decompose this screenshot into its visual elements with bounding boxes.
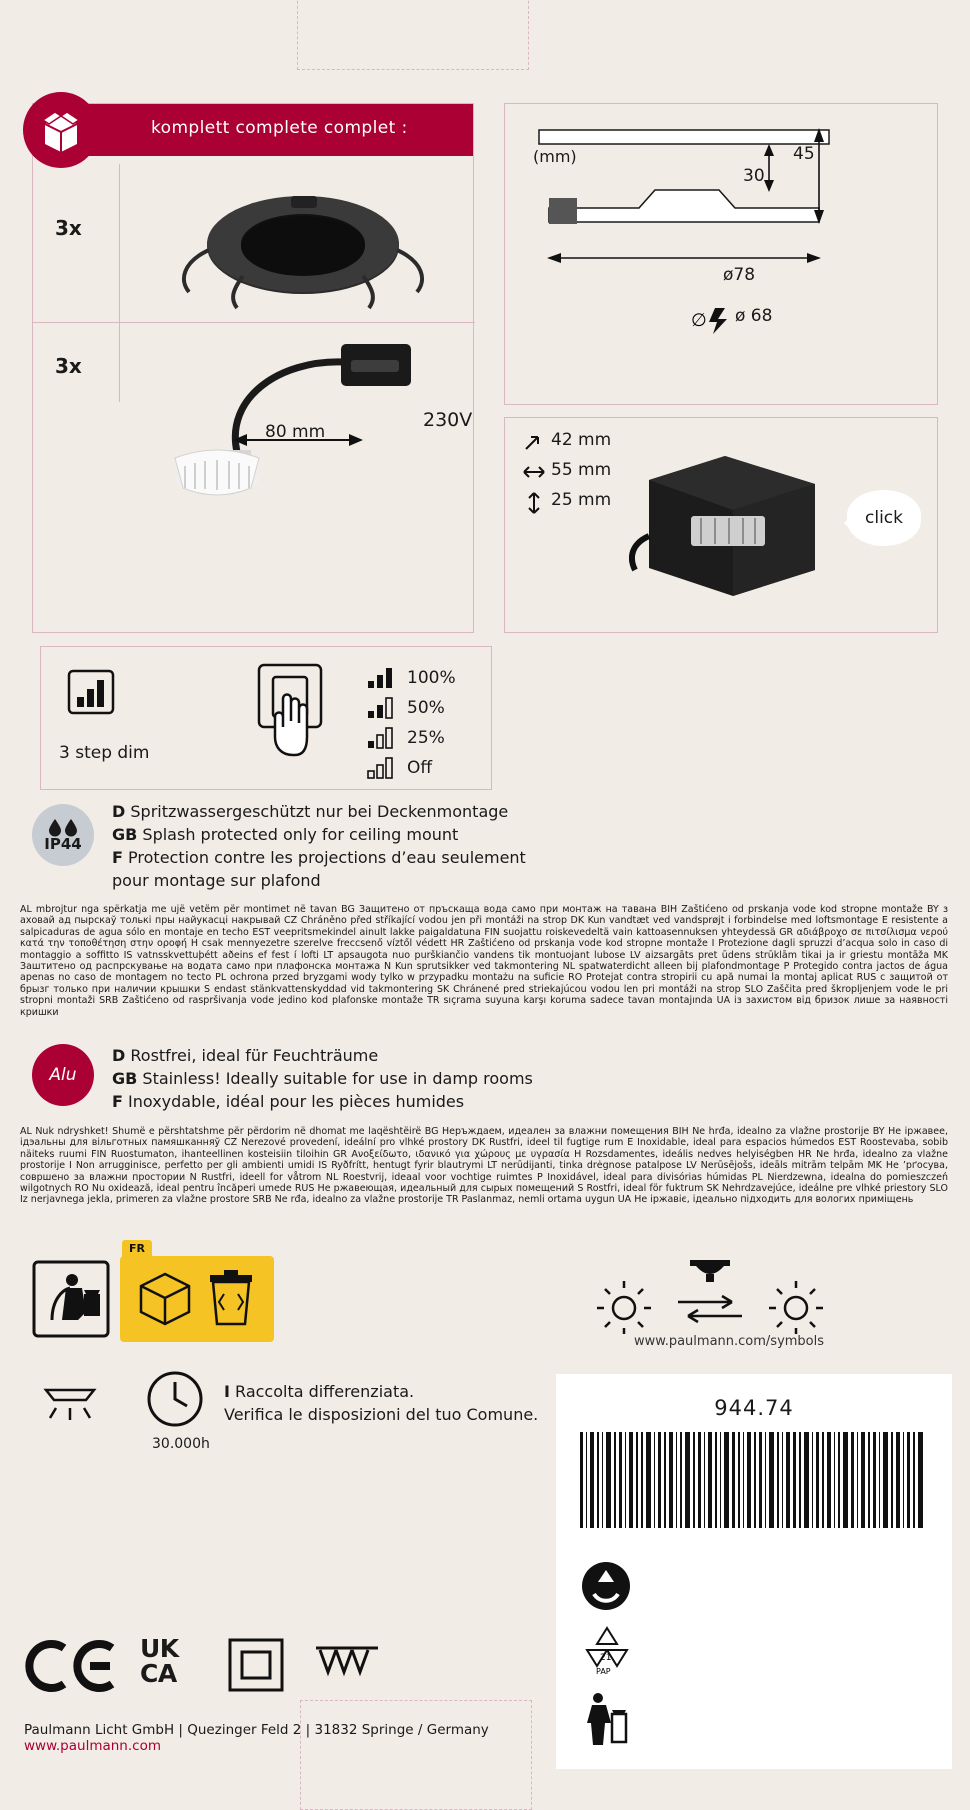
alu-badge: Alu bbox=[32, 1044, 94, 1106]
recessed-ring-illustration bbox=[173, 184, 433, 314]
ip44-badge bbox=[32, 804, 94, 866]
ip44-line-de bbox=[112, 800, 526, 823]
click-callout: click bbox=[847, 490, 921, 546]
package-badge bbox=[23, 92, 99, 168]
divider-vertical bbox=[119, 164, 120, 402]
dimensions-panel bbox=[504, 103, 938, 405]
ip44-line-fr bbox=[112, 846, 526, 869]
bars-0-icon bbox=[367, 757, 397, 779]
open-box-icon bbox=[37, 106, 85, 154]
dim-steps-list bbox=[367, 663, 456, 783]
alu-line-de bbox=[112, 1044, 533, 1067]
width-arrow-icon bbox=[523, 462, 545, 482]
ip44-line-gb bbox=[112, 823, 526, 846]
double-insulation-icon bbox=[228, 1638, 284, 1692]
mobius-loop-icon bbox=[580, 1560, 632, 1612]
top-dashed-frame bbox=[297, 0, 529, 70]
footer bbox=[24, 1722, 489, 1754]
svg-text:21: 21 bbox=[600, 1653, 612, 1663]
alu-multilingual-fineprint: AL Nuk ndryshket! Shumë e përshtatshme për përdorim në dhomat me laqështëirë BG Неръждаем, идеален за влажни помещения BIH Ne hrđa, idealno za vlažne prostorije BY Не іржавее, ідэальны для вільготных памяшканняў CZ Nerezové provedení, ideální pro vlhké prostory DK Rustfri, ideel til fugtige rum E Inoxidable, ideal para espacios húmedos EST Roostevaba, sobib näiteks ruumi FIN Ruostumaton, ihanteellinen kosteisiin tiloihin GR Ανοξείδωτο, ιδανικό για χώρους με υγρασία H Rozsdamentes, ideális nedves helyiségben HR Ne hrđa, idealno za vlažne prostorije I Non arrugginisce, perfetto per gli ambienti umidi IS Ryðfrítt, hentugt fyrir blautrymi LT nerūdijanti, tinka drėgnose patalpose LV Nerūsējošs, ideāls mitrām telpām MK Не ’рґосува, совршено за влажни простории N Rustfri, ideell for våtrom NL Roestvrij, ideaal voor vochtige ruimtes P Inoxidável, ideal para divisórias húmidas PL Nierdzewna, idealna do pomieszczeń wilgotnych RO Nu oxidează, ideal pentru încăperi umede RUS Не ржавеющая, идеальный для сырых помещений S Rostfri, ideal för fuktrum SK Nehrdzavejúce, ideálne pre vlhké priestory SLO Iz nerjavnega jekla, primeren za vlažne prostore SRB Ne rđa, idealno za vlažne prostorije TR Paslanmaz, nemli ortama uygun UA Не іржавіє, ідеально підходить для вологих приміщень bbox=[20, 1126, 948, 1206]
dim-step-label: 50% bbox=[407, 698, 445, 718]
cutout-diameter-label: ø 68 bbox=[735, 306, 773, 326]
waste-bin-recycle-icon bbox=[204, 1268, 258, 1330]
ce-mark-icon bbox=[24, 1638, 120, 1694]
lang-code-f: F bbox=[112, 1092, 123, 1111]
ip44-text-block bbox=[112, 800, 526, 892]
lang-code-d: D bbox=[112, 802, 126, 821]
water-drop-icon bbox=[46, 817, 80, 837]
recycling-note bbox=[224, 1380, 538, 1426]
lifetime-recycling-row bbox=[22, 1366, 562, 1496]
non-dimmable-icon bbox=[314, 1644, 380, 1680]
dimming-panel bbox=[40, 646, 492, 790]
lifetime-block bbox=[146, 1370, 210, 1452]
ip44-multilingual-fineprint: AL mbrojtur nga spërkatja me ujë vetëm për montimet në tavan BG Защитено от пръскаща вода само при монтаж на тавана BIH Zaštićeno od prskanja vode kod stropne montaže BY з аховай ад пырскаў толькі пры найукасці накрывай CZ Chráněno před stříkající vodou jen při montáži na strop DK Kun vandtæt ved vandsprøjt i forbindelse med loftsmontage E resistente a salpicaduras de agua sólo en montaje en techo EST veepritsmekindel ainult lakke paigaldatuna FIN suojattu roiskevedeltä vain kattoasennuksen yhteydessä GR αδιάβροχο σε πιτσίλισμα νερού κατά την τοποθέτηση στην οροφή H csak mennyezetre szerelve freccsenő víztől védett HR Zaštićeno od prskanja vode kod stropne montaže I Protezione dagli spruzzi d’acqua solo in caso di montaggio a soffitto IS vatnsskvettuþétt aðeins ef fest í lofti LT apsaugota nuo purškiančio vandens tik montuojant lubose LV aizsargāts pret ūdens strūklām tikai ja ir griestu montāža MK Заштитено од распрскување на водата само при плафонска монтажа N Kun sprutsikker ved takmontering NL spatwaterdicht alleen bij plafondmontage P Protegido contra jactos de água apenas no caso de montagem no tecto PL ochrona przed bryzgami wody tylko w przypadku montażu na suficie RO Protejat contra stropirii cu apă numai la montaj aplicat RUS с защитой от брызг только при наличии крышки S endast stänkvattenskyddad vid takmontering SK Chránené pred striekajúcou vodou len pri montáži na strop SLO Zaščita pred škropljenjem vode le pri stropni montaži SRB Zaštićeno od raspršivanja vode jedino kod plafonske montaže TR sıçrama suyuna karşı koruma sadece tavan montajında UA із захистом від бризок лише за наявності кришки bbox=[20, 904, 948, 1018]
alu-text-de: Rostfrei, ideal für Feuchträume bbox=[130, 1046, 379, 1065]
clip-depth-label: 42 mm bbox=[551, 430, 612, 450]
dim-step-row bbox=[367, 663, 456, 693]
company-address: Paulmann Licht GmbH | Quezinger Feld 2 | 31832 Springe / Germany bbox=[24, 1722, 489, 1738]
bars-1-icon bbox=[367, 727, 397, 749]
alu-text-gb: Stainless! Ideally suitable for use in damp rooms bbox=[142, 1069, 533, 1088]
alu-line-fr bbox=[112, 1090, 533, 1113]
ip44-text-de: Spritzwassergeschützt nur bei Deckenmontage bbox=[130, 802, 509, 821]
ip44-label: IP44 bbox=[44, 835, 82, 853]
divider-horizontal bbox=[33, 322, 475, 323]
dim-step-row bbox=[367, 723, 456, 753]
cable-length-label: 80 mm bbox=[265, 422, 326, 442]
saw-icon bbox=[691, 304, 735, 336]
lifetime-label: 30.000h bbox=[152, 1436, 210, 1452]
depth-arrow-icon bbox=[523, 432, 543, 452]
tidyman-icon bbox=[582, 1690, 630, 1748]
module-quantity: 3x bbox=[55, 354, 82, 378]
barcode-panel bbox=[556, 1374, 952, 1769]
ukca-mark bbox=[140, 1636, 179, 1686]
dim-step-row bbox=[367, 753, 456, 783]
symbols-link[interactable]: www.paulmann.com/symbols bbox=[634, 1334, 825, 1349]
symbols-row bbox=[22, 1242, 952, 1352]
outer-diameter-label: ø78 bbox=[723, 265, 756, 285]
recycling-note-line1 bbox=[224, 1380, 538, 1403]
alu-line-gb bbox=[112, 1067, 533, 1090]
dim-step-label: 25% bbox=[407, 728, 445, 748]
recycling-note-line2: Verifica le disposizioni del tuo Comune. bbox=[224, 1405, 539, 1424]
depth-total-label: 45 bbox=[793, 144, 815, 164]
package-contents-panel bbox=[32, 103, 474, 633]
svg-text:∅: ∅ bbox=[691, 310, 707, 331]
bars-2-icon bbox=[367, 697, 397, 719]
fr-tag: FR bbox=[122, 1240, 152, 1257]
package-header bbox=[33, 104, 473, 156]
alu-text-fr: Inoxydable, idéal pour les pièces humides bbox=[128, 1092, 465, 1111]
no-household-waste-icon bbox=[32, 1260, 110, 1338]
ip44-line-fr2 bbox=[112, 869, 526, 892]
article-number: 944.74 bbox=[714, 1396, 794, 1420]
lang-code-gb: GB bbox=[112, 825, 138, 844]
dim-step-label: Off bbox=[407, 758, 433, 778]
depth-inner-label: 30 bbox=[743, 166, 765, 186]
bottom-dashed-frame bbox=[300, 1700, 532, 1810]
alu-text-block bbox=[112, 1044, 533, 1113]
ring-quantity: 3x bbox=[55, 216, 82, 240]
hand-switch-icon bbox=[253, 659, 349, 769]
cardboard-recycle-icon bbox=[136, 1268, 194, 1330]
lang-code-d: D bbox=[112, 1046, 126, 1065]
fr-recycling-panel bbox=[120, 1256, 274, 1342]
downlight-icon bbox=[38, 1374, 102, 1424]
height-arrow-icon bbox=[526, 492, 542, 514]
unit-label: (mm) bbox=[533, 147, 577, 166]
dimming-caption: 3 step dim bbox=[59, 743, 150, 763]
junction-box-panel bbox=[504, 417, 938, 633]
signal-bars-icon bbox=[67, 669, 115, 715]
junction-box-illustration bbox=[629, 440, 829, 610]
clip-height-label: 25 mm bbox=[551, 490, 612, 510]
dim-step-row bbox=[367, 693, 456, 723]
voltage-label: 230V bbox=[423, 409, 473, 431]
ukca-line2: CA bbox=[140, 1659, 177, 1688]
pap21-icon bbox=[584, 1624, 630, 1676]
company-url[interactable]: www.paulmann.com bbox=[24, 1738, 161, 1754]
package-title: komplett complete complet : bbox=[151, 118, 408, 138]
lamp-exchange-icon bbox=[590, 1254, 830, 1334]
ip44-text-fr: Protection contre les projections d’eau seulement bbox=[128, 848, 526, 867]
dim-step-label: 100% bbox=[407, 668, 456, 688]
clock-icon bbox=[146, 1370, 204, 1428]
ip44-text-fr2: pour montage sur plafond bbox=[112, 871, 321, 890]
ip44-text-gb: Splash protected only for ceiling mount bbox=[142, 825, 459, 844]
recycling-note-text1: Raccolta differenziata. bbox=[235, 1382, 415, 1401]
ukca-line1: UK bbox=[140, 1634, 179, 1663]
clip-width-label: 55 mm bbox=[551, 460, 612, 480]
lang-code-gb: GB bbox=[112, 1069, 138, 1088]
bars-3-icon bbox=[367, 667, 397, 689]
lang-code-i: I bbox=[224, 1382, 230, 1401]
lang-code-f: F bbox=[112, 848, 123, 867]
barcode bbox=[580, 1432, 928, 1528]
svg-text:PAP: PAP bbox=[596, 1667, 611, 1676]
